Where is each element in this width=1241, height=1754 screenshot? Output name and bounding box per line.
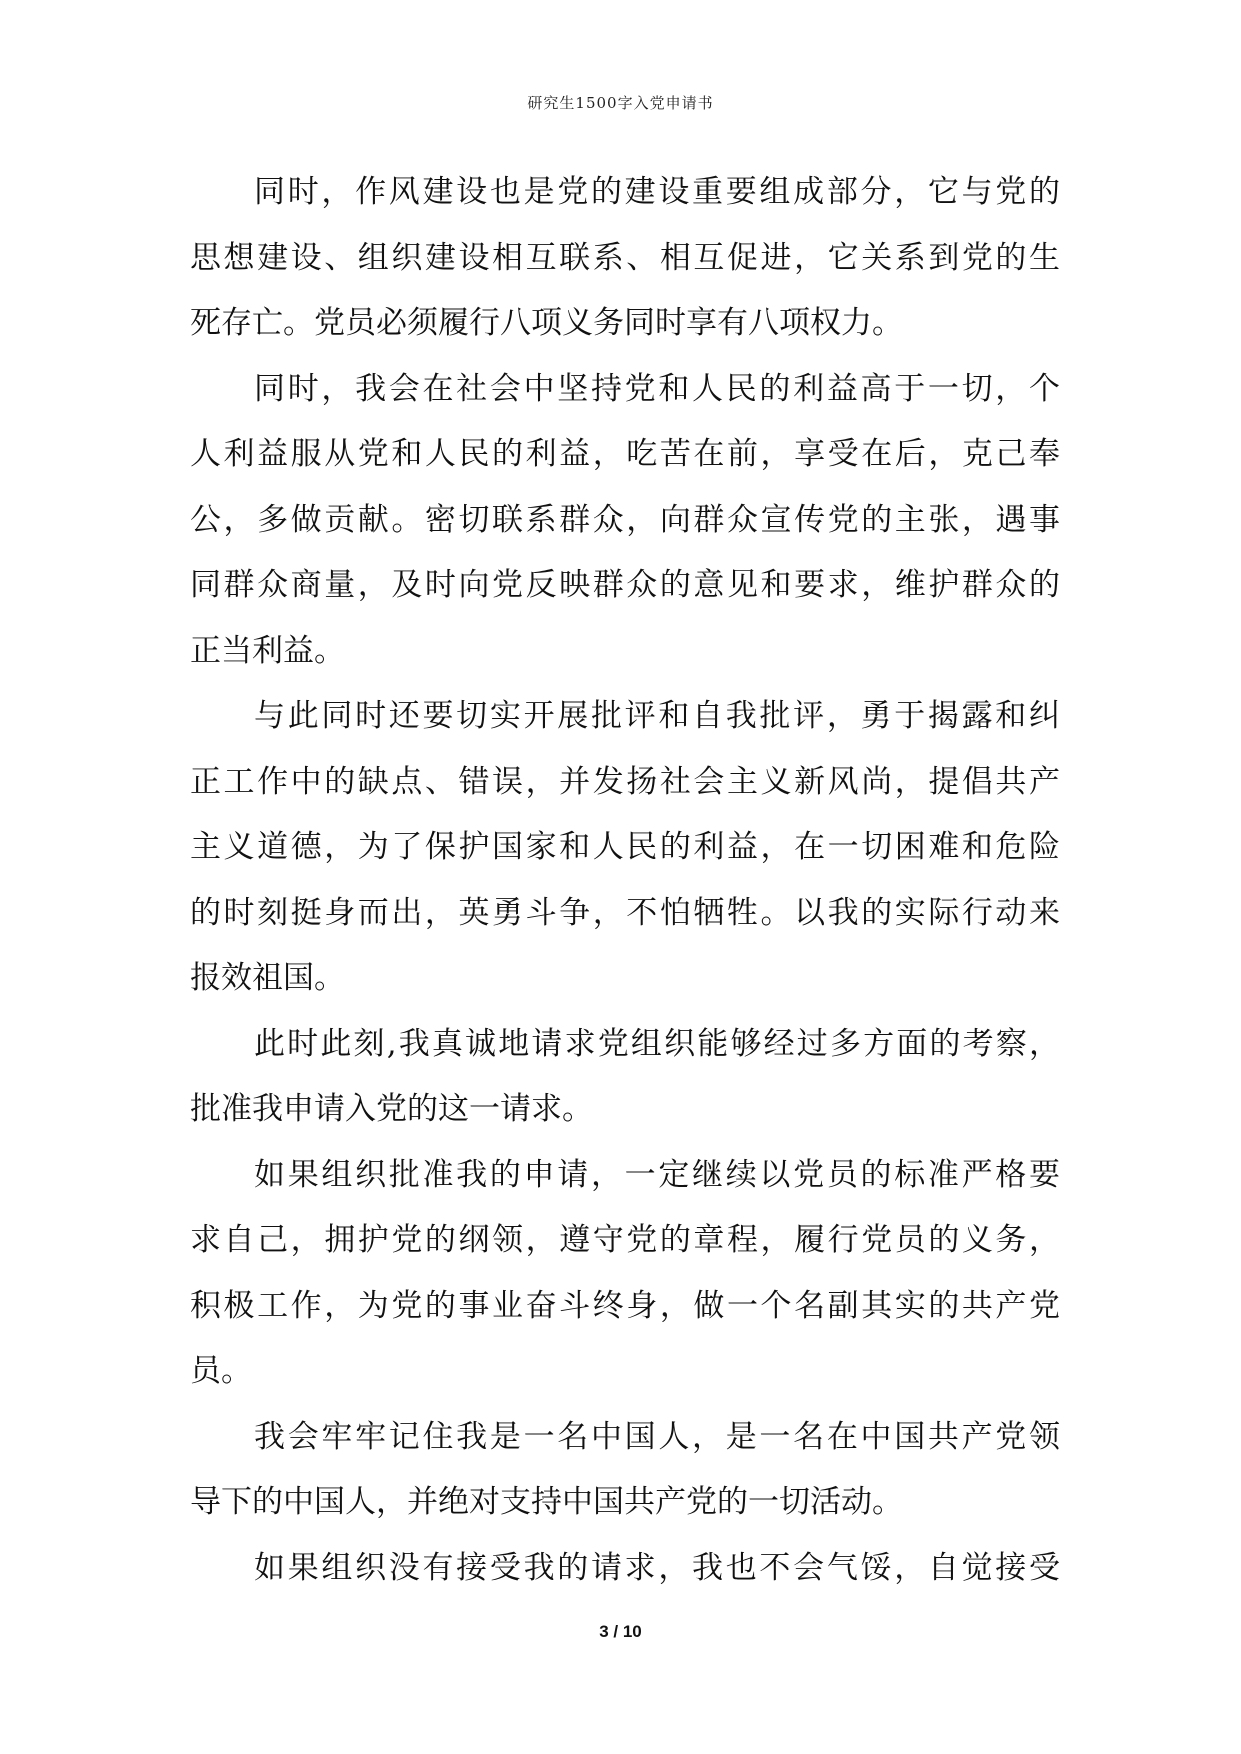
text-line: 同时，作风建设也是党的建设重要组成部分，它与党的 (254, 174, 1060, 210)
text-line: 的时刻挺身而出，英勇斗争，不怕牺牲。以我的实际行动来 (190, 894, 1060, 931)
page-footer (0, 1622, 1241, 1642)
text-line: 与此同时还要切实开展批评和自我批评，勇于揭露和纠 (254, 698, 1060, 734)
document-title: 研究生1500字入党申请书 (527, 94, 714, 112)
text-line: 人利益服从党和人民的利益，吃苦在前，享受在后，克己奉 (190, 436, 1060, 472)
text-line: 同群众商量，及时向党反映群众的意见和要求，维护群众的 (190, 567, 1060, 603)
text-line: 报效祖国。 (190, 960, 345, 996)
text-line: 我会牢牢记住我是一名中国人，是一名在中国共产党领 (254, 1418, 1060, 1455)
text-line: 员。 (190, 1353, 252, 1389)
text-line: 求自己，拥护党的纲领，遵守党的章程，履行党员的义务， (190, 1222, 1060, 1258)
text-line: 如果组织批准我的申请，一定继续以党员的标准严格要 (254, 1156, 1060, 1193)
text-line: 死存亡。党员必须履行八项义务同时享有八项权力。 (190, 305, 903, 341)
document-body (190, 160, 1060, 1601)
text-line: 导下的中国人，并绝对支持中国共产党的一切活动。 (190, 1484, 903, 1520)
page-number: 3 / 10 (599, 1622, 642, 1641)
page-header (0, 92, 1241, 113)
text-line: 主义道德，为了保护国家和人民的利益，在一切困难和危险 (190, 829, 1060, 865)
text-line: 积极工作，为党的事业奋斗终身，做一个名副其实的共产党 (190, 1287, 1060, 1324)
text-line: 正工作中的缺点、错误，并发扬社会主义新风尚，提倡共产 (190, 763, 1060, 800)
text-line: 同时，我会在社会中坚持党和人民的利益高于一切，个 (254, 370, 1060, 407)
text-line: 批准我申请入党的这一请求。 (190, 1091, 593, 1127)
text-line: 思想建设、组织建设相互联系、相互促进，它关系到党的生 (190, 239, 1060, 276)
text-line: 如果组织没有接受我的请求，我也不会气馁，自觉接受 (254, 1549, 1060, 1586)
text-line: 正当利益。 (190, 632, 345, 669)
text-line: 此时此刻,我真诚地请求党组织能够经过多方面的考察， (254, 1025, 1060, 1062)
text-line: 公，多做贡献。密切联系群众，向群众宣传党的主张，遇事 (190, 501, 1060, 538)
